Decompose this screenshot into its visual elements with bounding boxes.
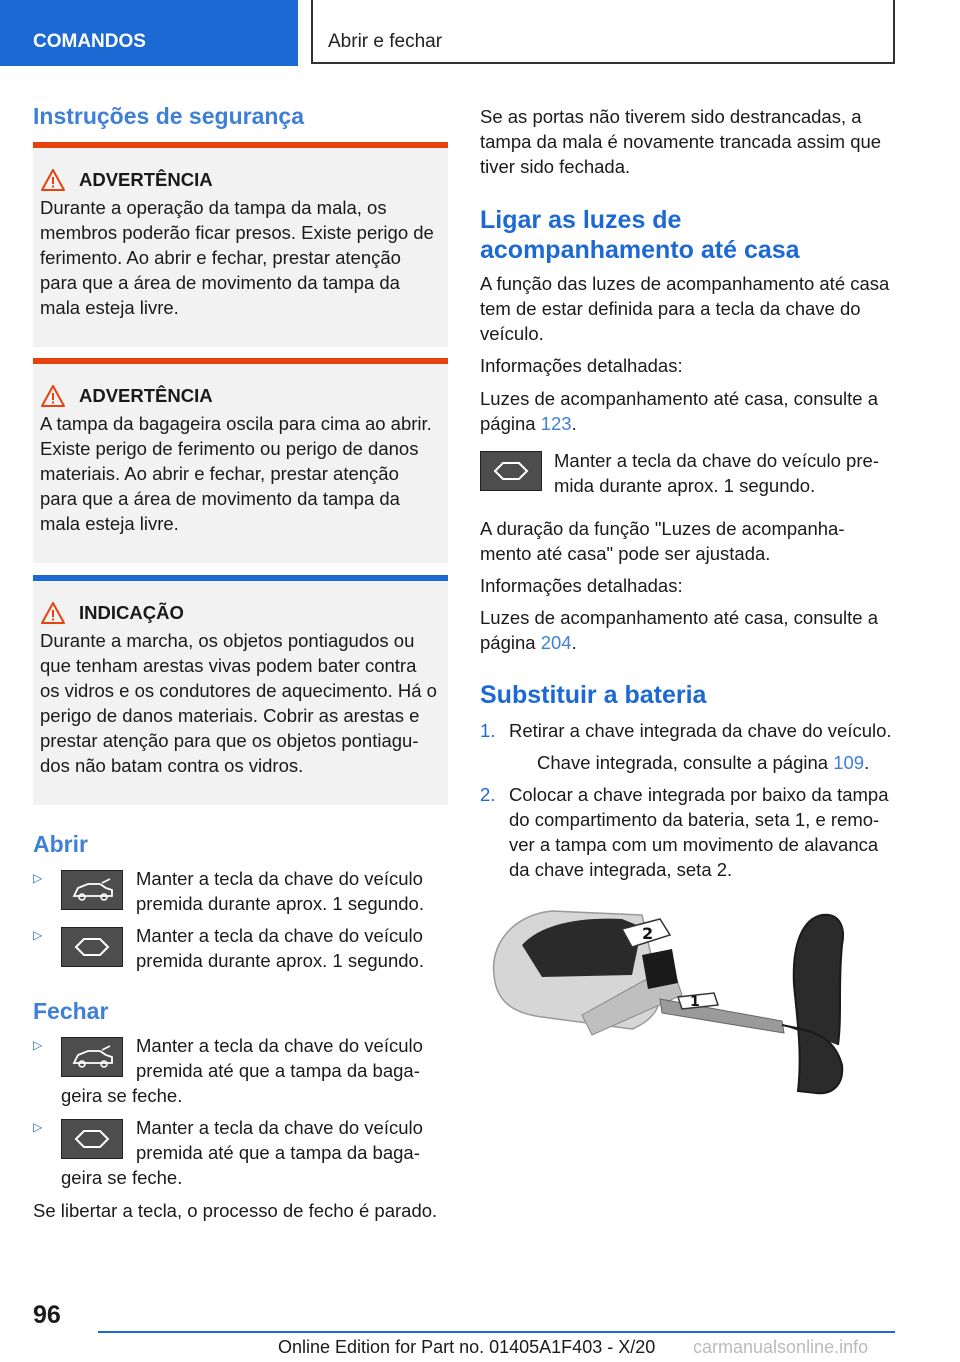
- page-link[interactable]: 123: [540, 413, 572, 434]
- reference-text: Luzes de acompanhamento até casa, consulte a página 204.: [480, 607, 879, 653]
- lights-heading: Ligar as luzes de acompanhamento até casa: [480, 206, 800, 264]
- step-number: 2.: [480, 784, 496, 805]
- list-item: [33, 866, 448, 916]
- chapter-title: Abrir e fechar: [311, 0, 895, 64]
- step-text: Retirar a chave integrada da chave do veículo.: [509, 720, 892, 741]
- arrow-label-2: 2: [642, 924, 654, 943]
- page-number: 96: [33, 1301, 61, 1329]
- notice-title: INDICAÇÃO: [79, 602, 184, 623]
- key-fob-illustration: [482, 905, 872, 1105]
- car-trunk-key-icon: [61, 1037, 123, 1077]
- open-heading: Abrir: [33, 831, 88, 857]
- step-sub-reference: Chave integrada, consulte a página 109.: [537, 752, 870, 773]
- info-label: Informações detalhadas:: [480, 575, 683, 596]
- battery-heading: Substituir a bateria: [480, 681, 707, 709]
- step-number: 1.: [480, 720, 496, 741]
- list-item: [33, 1033, 448, 1108]
- warning-triangle-icon: [41, 385, 65, 407]
- warning-text: A tampa da bagageira oscila para cima ao abrir. Existe perigo de ferimento ou perigo de danos materiais. Ao abrir e fechar, prestar atenção para que a área de movimento da tampa da mala esteja livre.: [40, 413, 432, 534]
- safety-heading: Instruções de segurança: [33, 103, 304, 129]
- warning-box-2: [33, 358, 448, 563]
- triangle-bullet-icon: ▷: [33, 1038, 43, 1052]
- reference-text: Luzes de acompanhamento até casa, consulte a página 123.: [480, 388, 879, 434]
- list-item: [33, 923, 448, 973]
- footer-edition: Online Edition for Part no. 01405A1F403 - X/20: [278, 1337, 656, 1357]
- warning-triangle-icon: [41, 602, 65, 624]
- key-instruction: Manter a tecla da chave do veículo pre- mida durante aprox. 1 segundo.: [554, 450, 879, 496]
- triangle-bullet-icon: ▷: [33, 928, 43, 942]
- diamond-key-icon: [480, 451, 542, 491]
- triangle-bullet-icon: ▷: [33, 1120, 43, 1134]
- diamond-key-icon: [61, 927, 123, 967]
- notice-box: [33, 575, 448, 805]
- car-trunk-key-icon: [61, 870, 123, 910]
- close-note: Se libertar a tecla, o processo de fecho é parado.: [33, 1200, 438, 1221]
- triangle-bullet-icon: ▷: [33, 871, 43, 885]
- list-item-text: Manter a tecla da chave do veículo premida até que a tampa da baga-: [136, 1035, 423, 1081]
- diamond-key-icon: [61, 1119, 123, 1159]
- intro-text: Se as portas não tiverem sido destrancadas, a tampa da mala é novamente trancada assim que tiver sido fechada.: [480, 106, 882, 177]
- info-label: Informações detalhadas:: [480, 355, 683, 376]
- list-item-text-cont: geira se feche.: [61, 1167, 183, 1188]
- list-item-text: Manter a tecla da chave do veículo premida durante aprox. 1 segundo.: [136, 925, 424, 971]
- list-item-text: Manter a tecla da chave do veículo premida até que a tampa da baga-: [136, 1117, 423, 1163]
- section-tab: COMANDOS: [0, 0, 298, 66]
- step-text: Colocar a chave integrada por baixo da tampa do compartimento da bateria, seta 1, e remo- ver a tampa com um movimento de alavanca da chave integrada, seta 2.: [509, 784, 889, 880]
- page-link[interactable]: 204: [540, 632, 572, 653]
- notice-text: Durante a marcha, os objetos pontiagudos ou que tenham arestas vivas podem bater contra os vidros e os condutores de aquecimento. Há o perigo de danos materiais. Cobrir as arestas e prestar atenção para que os objetos pontiagu- dos não batam contra os vidros.: [40, 630, 437, 776]
- footer-watermark: carmanualsonline.info: [693, 1337, 869, 1357]
- list-item-text: Manter a tecla da chave do veículo premida durante aprox. 1 segundo.: [136, 868, 424, 914]
- close-heading: Fechar: [33, 998, 109, 1024]
- warning-text: Durante a operação da tampa da mala, os membros poderão ficar presos. Existe perigo de ferimento. Ao abrir e fechar, prestar atenção para que a área de movimento da tampa da mala esteja livre.: [40, 197, 434, 318]
- warning-triangle-icon: [41, 169, 65, 191]
- arrow-label-1: 1: [690, 994, 700, 1010]
- list-item-text-cont: geira se feche.: [61, 1085, 183, 1106]
- page-link[interactable]: 109: [833, 752, 865, 773]
- footer-divider: [98, 1331, 895, 1333]
- lights-paragraph: A função das luzes de acompanhamento até casa tem de estar definida para a tecla da chave do veículo.: [480, 273, 890, 344]
- lights-paragraph-2: A duração da função "Luzes de acompanha- mento até casa" pode ser ajustada.: [480, 518, 845, 564]
- warning-title: ADVERTÊNCIA: [79, 385, 213, 406]
- warning-box-1: [33, 142, 448, 347]
- warning-title: ADVERTÊNCIA: [79, 169, 213, 190]
- list-item: [33, 1115, 448, 1190]
